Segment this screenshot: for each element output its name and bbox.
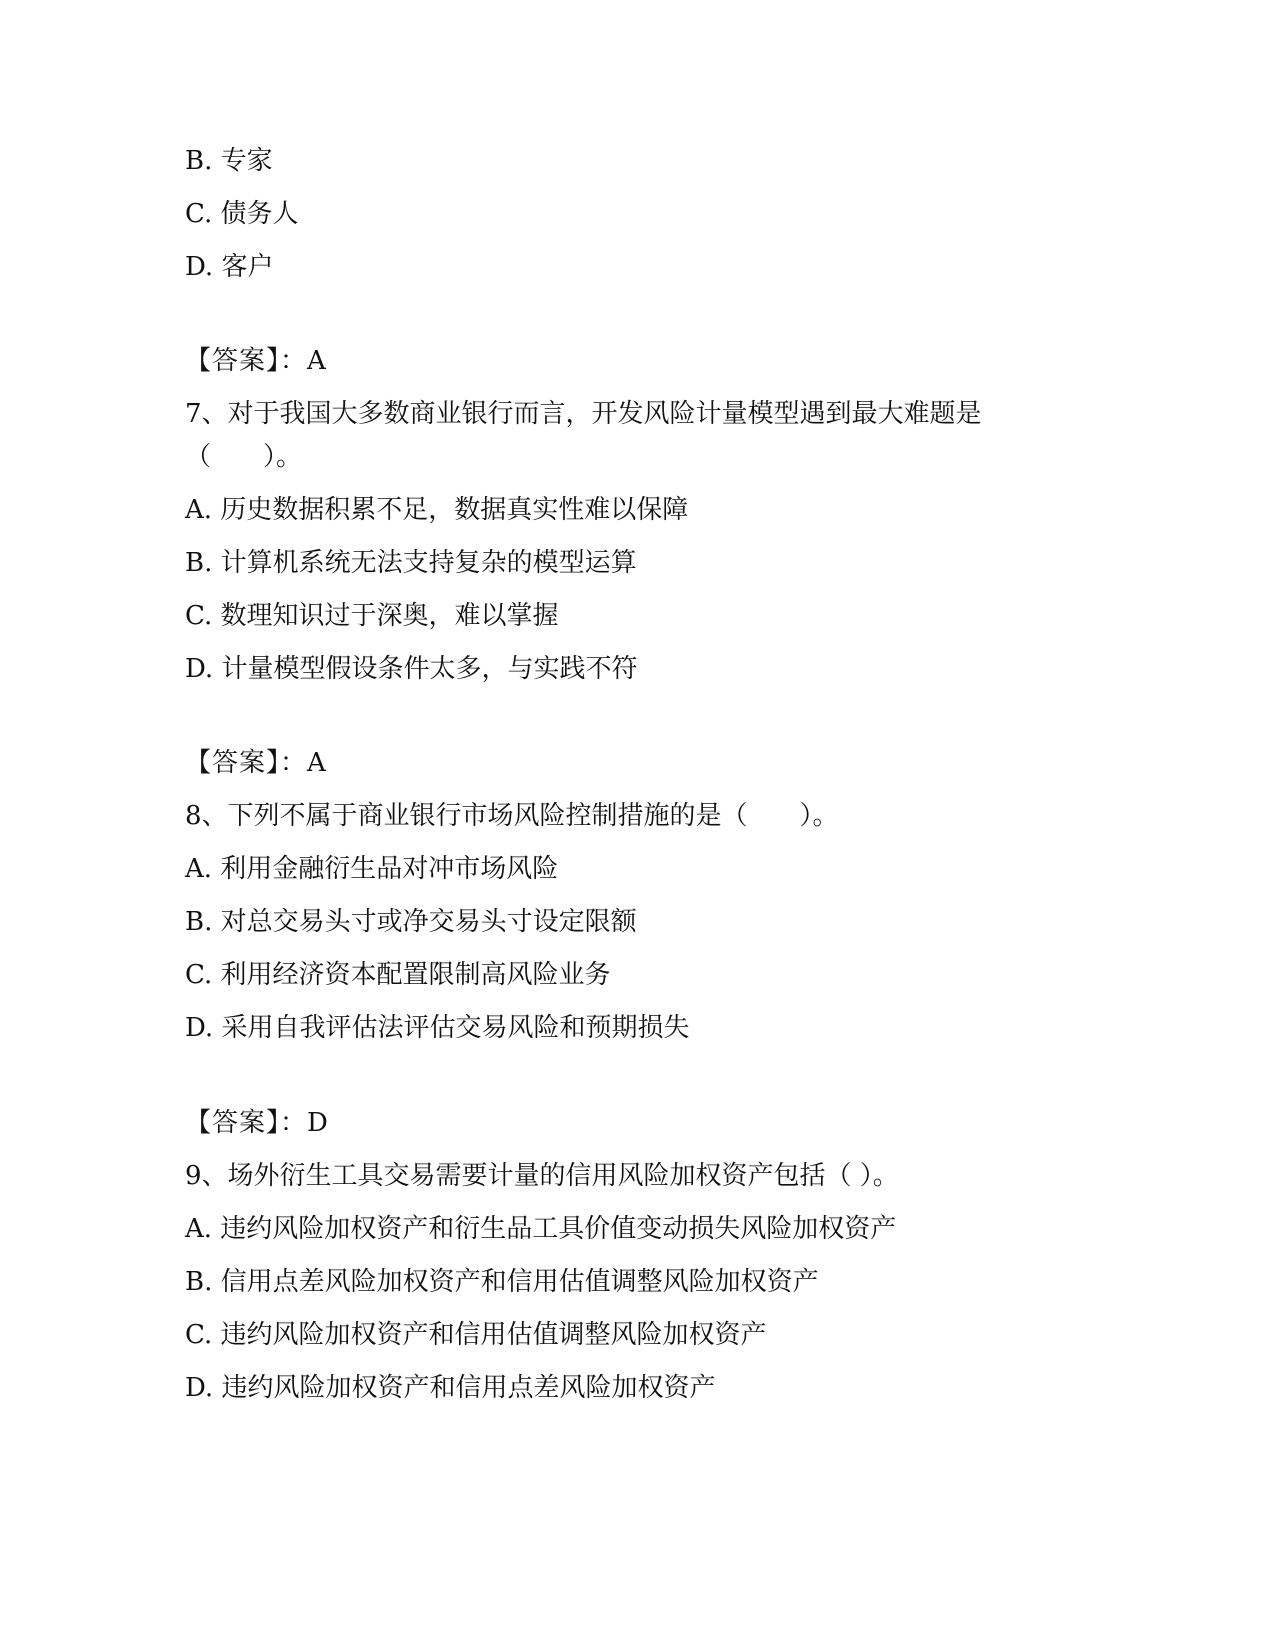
q7-option-d: D. 计量模型假设条件太多，与实践不符 bbox=[185, 654, 638, 684]
q9-option-a: A. 违约风险加权资产和衍生品工具价值变动损失风险加权资产 bbox=[185, 1214, 897, 1244]
q7-answer: 【答案】：A bbox=[185, 748, 327, 778]
q8-option-c: C. 利用经济资本配置限制高风险业务 bbox=[185, 960, 611, 990]
q8-stem: 8、下列不属于商业银行市场风险控制措施的是（ ）。 bbox=[185, 801, 839, 831]
q7-option-c: C. 数理知识过于深奥，难以掌握 bbox=[185, 601, 559, 631]
q8-option-d: D. 采用自我评估法评估交易风险和预期损失 bbox=[185, 1013, 690, 1043]
q6-option-d: D. 客户 bbox=[185, 252, 274, 282]
q7-stem-line2: （ ）。 bbox=[185, 442, 303, 472]
q8-answer: 【答案】：D bbox=[185, 1108, 329, 1138]
q6-answer: 【答案】：A bbox=[185, 346, 327, 376]
q7-option-b: B. 计算机系统无法支持复杂的模型运算 bbox=[185, 548, 637, 578]
q6-option-b: B. 专家 bbox=[185, 146, 273, 176]
q7-stem-line1: 7、对于我国大多数商业银行而言，开发风险计量模型遇到最大难题是 bbox=[185, 399, 982, 429]
q8-option-a: A. 利用金融衍生品对冲市场风险 bbox=[185, 854, 559, 884]
q9-option-b: B. 信用点差风险加权资产和信用估值调整风险加权资产 bbox=[185, 1267, 819, 1297]
q9-option-d: D. 违约风险加权资产和信用点差风险加权资产 bbox=[185, 1373, 716, 1403]
q9-stem: 9、场外衍生工具交易需要计量的信用风险加权资产包括（ ）。 bbox=[185, 1161, 899, 1191]
q7-option-a: A. 历史数据积累不足，数据真实性难以保障 bbox=[185, 495, 689, 525]
q9-option-c: C. 违约风险加权资产和信用估值调整风险加权资产 bbox=[185, 1320, 767, 1350]
q6-option-c: C. 债务人 bbox=[185, 199, 299, 229]
q8-option-b: B. 对总交易头寸或净交易头寸设定限额 bbox=[185, 907, 637, 937]
